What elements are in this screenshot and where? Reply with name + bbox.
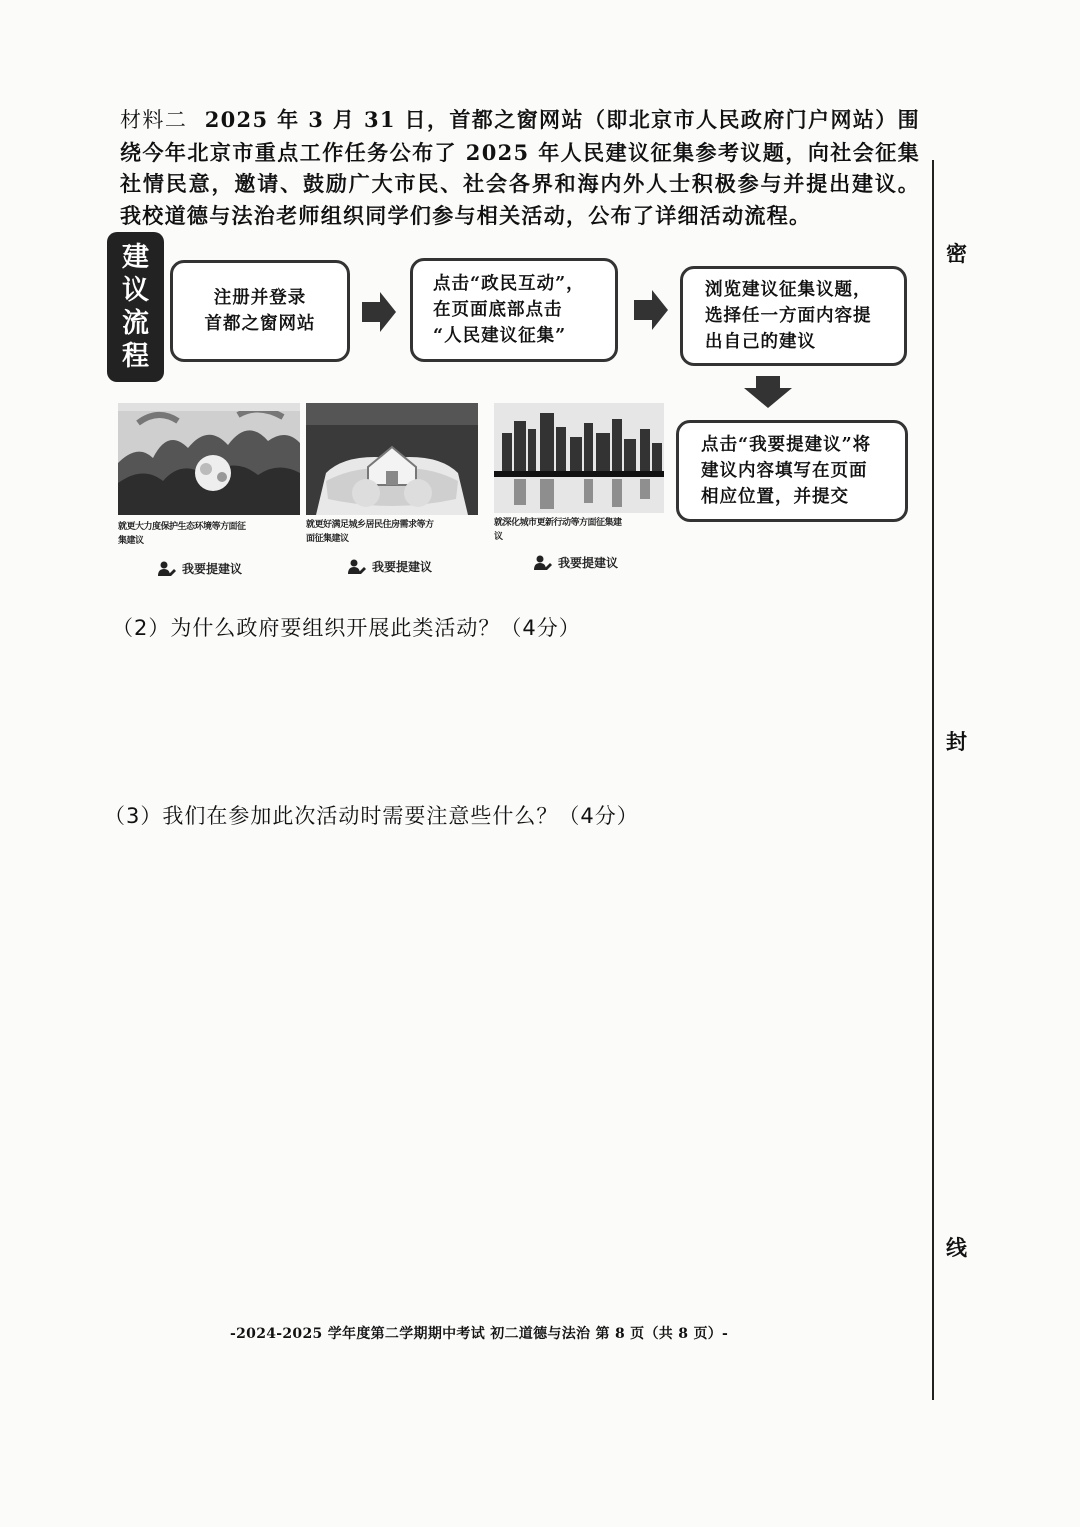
- step-line: “人民建议征集”: [433, 326, 567, 346]
- arrow-down-icon: [744, 376, 792, 408]
- material-text: 2025 年 3 月 31 日，首都之窗网站（即北京市人民政府门户网站）围绕今年北京市重点工作任务公布了 2025 年人民建议征集参考议题，向社会征集社情民意，邀请、鼓励广大市民、社会各界和海内外人士积极参与并提出建议。我校道德与法治老师组织同学们参与相关活动，公布了详细活动流程。: [120, 107, 920, 228]
- binding-mark-mi: 密: [946, 242, 967, 266]
- flow-step-4: [676, 420, 908, 522]
- material-paragraph: [120, 104, 920, 231]
- flow-step-1: [170, 260, 350, 362]
- suggest-button-label: 我要提建议: [182, 562, 243, 576]
- user-pen-icon: [348, 559, 366, 575]
- caption-line: 就更好满足城乡居民住房需求等方: [306, 520, 434, 530]
- caption-line: 议: [494, 532, 503, 542]
- topic-photo-city: [494, 403, 664, 513]
- topic-caption: [118, 520, 308, 548]
- arrow-right-icon: [362, 292, 396, 332]
- flow-label: [107, 232, 164, 382]
- arrow-right-icon: [634, 290, 668, 330]
- caption-line: 就深化城市更新行动等方面征集建: [494, 518, 622, 528]
- suggest-button[interactable]: [158, 560, 242, 577]
- question-2: （2）为什么政府要组织开展此类活动？（4分）: [112, 616, 581, 640]
- step-line: 在页面底部点击: [433, 300, 563, 320]
- step-line: 首都之窗网站: [204, 314, 316, 334]
- step-line: 点击“我要提建议”将: [701, 435, 872, 455]
- topic-caption: [306, 518, 486, 546]
- step-line: 建议内容填写在页面: [701, 461, 868, 481]
- suggest-button[interactable]: [348, 558, 432, 575]
- topic-photo-ecology: [118, 403, 300, 515]
- suggest-button-label: 我要提建议: [558, 556, 619, 570]
- flow-label-char: 流: [122, 308, 149, 339]
- suggest-button-label: 我要提建议: [372, 560, 433, 574]
- step-line: 出自己的建议: [705, 332, 816, 352]
- binding-mark-xian: 线: [946, 1236, 967, 1260]
- flow-label-char: 议: [122, 275, 149, 306]
- step-line: 相应位置，并提交: [701, 487, 849, 507]
- binding-mark-feng: 封: [946, 730, 967, 754]
- step-line: 点击“政民互动”，: [433, 274, 585, 294]
- binding-line: [932, 160, 934, 1400]
- material-label: 材料二: [120, 108, 188, 132]
- topic-photo-housing: [306, 403, 478, 515]
- step-line: 注册并登录: [213, 288, 307, 308]
- caption-line: 集建议: [118, 536, 144, 546]
- flow-step-3: [680, 266, 907, 366]
- flow-step-2: [410, 258, 618, 362]
- caption-line: 就更大力度保护生态环境等方面征: [118, 522, 246, 532]
- topic-caption: [494, 516, 674, 544]
- page-footer: -2024-2025 学年度第二学期期中考试 初二道德与法治 第 8 页（共 8 页）-: [230, 1326, 729, 1342]
- user-pen-icon: [158, 561, 176, 577]
- step-line: 浏览建议征集议题，: [705, 280, 872, 300]
- caption-line: 面征集建议: [306, 534, 349, 544]
- suggest-button[interactable]: [534, 554, 618, 571]
- question-3: （3）我们在参加此次活动时需要注意些什么？（4分）: [104, 804, 639, 828]
- flow-label-char: 建: [122, 242, 149, 273]
- user-pen-icon: [534, 555, 552, 571]
- step-line: 选择任一方面内容提: [705, 306, 872, 326]
- flow-label-char: 程: [122, 341, 149, 372]
